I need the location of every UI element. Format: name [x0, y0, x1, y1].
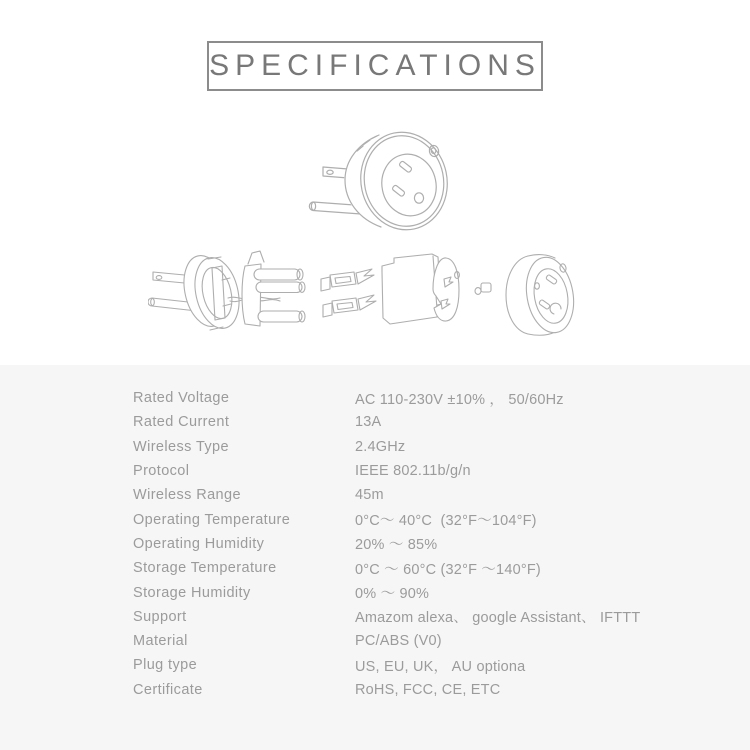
spec-value: 0% ～ 90% [355, 586, 430, 603]
spec-label: Wireless Type [133, 438, 229, 455]
spec-value: 0°C～ 40°C (32°F～104°F) [355, 513, 537, 530]
spec-table [0, 365, 750, 702]
spec-label: Support [133, 608, 187, 625]
spec-row-protocol [0, 459, 750, 483]
spec-row-certificate [0, 678, 750, 702]
spec-label: Rated Current [133, 414, 230, 431]
assembled-plug-drawing [300, 126, 460, 238]
spec-value: US, EU, UK， AU optiona [355, 658, 526, 675]
spec-value: PC/ABS (V0) [355, 633, 442, 650]
spec-value: AC 110-230V ±10% ， 50/60Hz [355, 391, 564, 408]
spec-row-operating-humidity [0, 532, 750, 556]
spec-table-section [0, 365, 750, 750]
spec-row-support [0, 605, 750, 629]
spec-row-material [0, 629, 750, 653]
spec-row-rated-voltage [0, 386, 750, 410]
product-illustration-section [0, 0, 750, 365]
spec-value: Amazom alexa、 google Assistant、 IFTTT [355, 610, 641, 627]
spec-row-operating-temperature [0, 507, 750, 531]
spec-row-storage-temperature [0, 556, 750, 580]
section-title-box [207, 41, 543, 91]
spec-value: 0°C ～ 60°C (32°F ～140°F) [355, 561, 541, 578]
spec-value: RoHS, FCC, CE, ETC [355, 681, 501, 698]
spec-value: 2.4GHz [355, 438, 406, 455]
spec-row-rated-current [0, 410, 750, 434]
spec-label: Certificate [133, 681, 203, 698]
exploded-parts-drawing [148, 246, 578, 350]
spec-row-wireless-range [0, 483, 750, 507]
spec-value: 45m [355, 487, 384, 504]
spec-row-plug-type [0, 653, 750, 677]
spec-label: Rated Voltage [133, 390, 230, 407]
spec-label: Storage Humidity [133, 584, 251, 601]
spec-value: IEEE 802.11b/g/n [355, 463, 471, 480]
spec-row-storage-humidity [0, 580, 750, 604]
spec-label: Protocol [133, 463, 190, 480]
spec-label: Plug type [133, 657, 198, 674]
spec-value: 13A [355, 414, 382, 431]
spec-label: Wireless Range [133, 487, 241, 504]
spec-label: Operating Humidity [133, 535, 265, 552]
spec-label: Storage Temperature [133, 560, 277, 577]
spec-label: Material [133, 633, 188, 650]
spec-value: 20% ～ 85% [355, 537, 438, 554]
spec-label: Operating Temperature [133, 511, 291, 528]
spec-row-wireless-type [0, 435, 750, 459]
section-title: SPECIFICATIONS [209, 49, 541, 82]
